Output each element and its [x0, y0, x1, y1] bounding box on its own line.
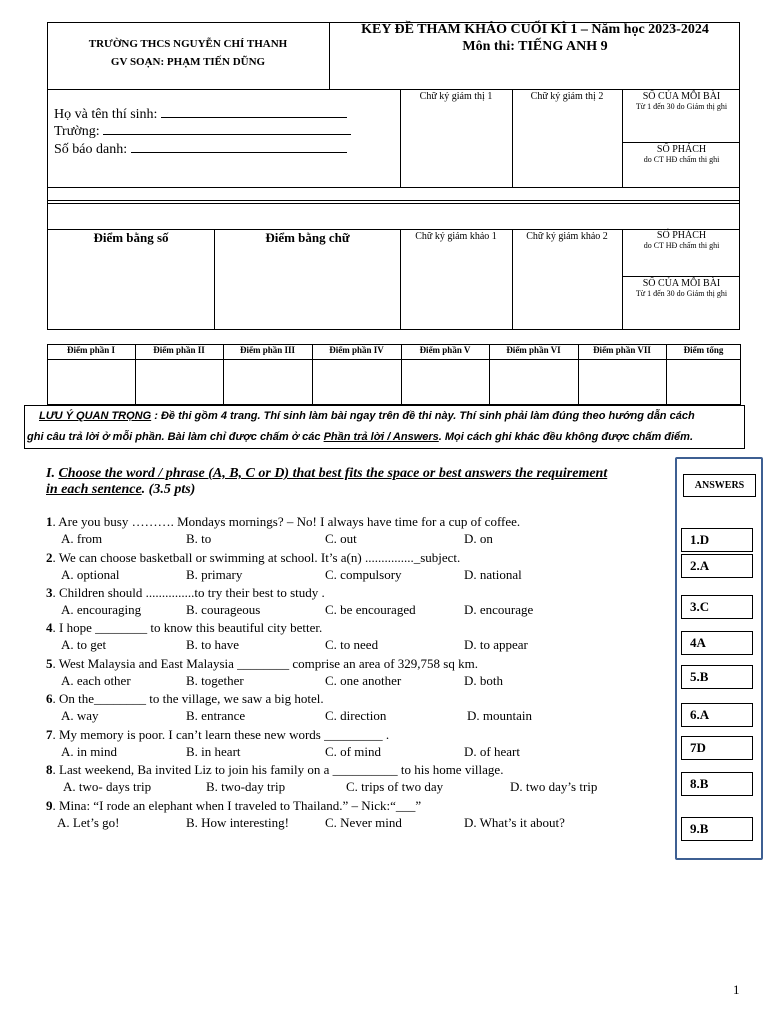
question-text: [46, 691, 324, 707]
answers-panel: [675, 457, 763, 860]
question-body: . Children should ...............to try their best to study .: [52, 585, 325, 600]
answer-option[interactable]: C. to need: [325, 637, 379, 652]
question-text: [46, 620, 322, 636]
question-body: . Are you busy ………. Mondays mornings? – No! I always have time for a cup of coffee.: [52, 514, 521, 529]
proctor-signature-1: Chữ ký giám thị 1: [419, 91, 493, 102]
question-number: 5: [46, 656, 53, 671]
answer-box[interactable]: 8.B: [681, 772, 753, 796]
answer-option[interactable]: C. be encouraged: [325, 602, 416, 617]
page-number: 1: [733, 982, 740, 997]
student-id-label: Số báo danh:: [54, 142, 128, 157]
school-field[interactable]: [54, 124, 351, 140]
proctor-signature-2: Chữ ký giám thị 2: [530, 91, 604, 102]
exam-subject: Môn thi: TIẾNG ANH 9: [462, 39, 608, 54]
paper-number-note-2: Từ 1 đến 30 do Giám thị ghi: [635, 289, 728, 298]
question-number: 2: [46, 550, 53, 565]
score-by-words-label: Điểm bằng chữ: [265, 230, 350, 245]
question-number: 4: [46, 620, 53, 635]
secret-number-title-2: SỐ PHÁCH: [656, 230, 707, 241]
answer-option[interactable]: D. What’s it about?: [464, 815, 565, 830]
paper-number-note: Từ 1 đến 30 do Giám thị ghi: [635, 102, 728, 111]
answer-option[interactable]: C. one another: [325, 673, 402, 688]
answer-option[interactable]: B. in heart: [186, 744, 241, 759]
question-number: 7: [46, 727, 53, 742]
answer-option[interactable]: D. on: [464, 531, 493, 546]
notice-text-2b: . Mọi cách ghi khác đều không được chấm điểm.: [438, 431, 694, 443]
part-score-header: Điểm phần V: [419, 345, 471, 355]
answer-option[interactable]: C. direction: [325, 708, 387, 723]
part-score-header: Điểm phần I: [66, 345, 115, 355]
answer-box[interactable]: 7D: [681, 736, 753, 760]
student-name-field[interactable]: [54, 107, 347, 123]
answer-box[interactable]: 1.D: [681, 528, 753, 552]
section-points: . (3.5 pts): [141, 482, 196, 497]
answer-box[interactable]: 2.A: [681, 554, 753, 578]
examiner-signature-1: Chữ ký giám khảo 1: [415, 231, 497, 242]
answer-option[interactable]: A. in mind: [61, 744, 117, 759]
answer-option[interactable]: D. of heart: [464, 744, 520, 759]
answer-option[interactable]: A. optional: [61, 567, 120, 582]
question-text: [46, 514, 520, 530]
answer-option[interactable]: D. national: [464, 567, 522, 582]
secret-number-note: do CT HĐ chấm thi ghi: [643, 155, 720, 164]
section-roman: I.: [46, 466, 55, 481]
answer-box[interactable]: 6.A: [681, 703, 753, 727]
answer-option[interactable]: B. How interesting!: [186, 815, 289, 830]
question-text: [46, 762, 503, 778]
student-id-field[interactable]: [54, 142, 347, 158]
notice-text-2a: ghi câu trả lời ở mỗi phần. Bài làm chỉ được chấm ở các: [27, 431, 324, 443]
answer-option[interactable]: C. Never mind: [325, 815, 402, 830]
answer-box[interactable]: 4A: [681, 631, 753, 655]
answer-option[interactable]: B. to have: [186, 637, 240, 652]
exam-title: KEY ĐỀ THAM KHẢO CUỐI KÌ 1 – Năm học 2023-2024: [361, 22, 709, 37]
answer-option[interactable]: C. of mind: [325, 744, 381, 759]
examiner-signature-2: Chữ ký giám khảo 2: [526, 231, 608, 242]
question-number: 9: [46, 798, 53, 813]
notice-link: Phần trả lời / Answers: [323, 431, 439, 443]
answer-option[interactable]: C. out: [325, 531, 357, 546]
part-score-header: Điểm tổng: [683, 345, 724, 355]
answer-option[interactable]: A. each other: [61, 673, 131, 688]
school-label: Trường:: [54, 124, 100, 139]
answer-option[interactable]: A. encouraging: [61, 602, 142, 617]
question-text: [46, 656, 478, 672]
section-1-instruction: [46, 466, 671, 498]
answers-title: ANSWERS: [683, 474, 756, 497]
question-body: . On the________ to the village, we saw a big hotel.: [52, 691, 324, 706]
question-body: . I hope ________ to know this beautiful city better.: [52, 620, 323, 635]
answer-option[interactable]: A. two- days trip: [63, 779, 152, 794]
answer-option[interactable]: A. Let’s go!: [57, 815, 120, 830]
answer-option[interactable]: B. two-day trip: [206, 779, 286, 794]
answer-option[interactable]: B. entrance: [186, 708, 246, 723]
paper-number-title: SỐ CỦA MỖI BÀI: [642, 91, 721, 102]
notice-text-1: : Đề thi gồm 4 trang. Thí sinh làm bài ngay trên đề thi này. Thí sinh phải làm đúng theo hướng dẫn cách: [151, 410, 695, 422]
question-text: [46, 585, 325, 601]
answer-option[interactable]: A. to get: [61, 637, 107, 652]
instruction-line-2: in each sentence: [46, 482, 142, 497]
question-number: 8: [46, 762, 53, 777]
answer-option[interactable]: B. primary: [186, 567, 243, 582]
answer-option[interactable]: B. to: [186, 531, 212, 546]
answer-option[interactable]: C. compulsory: [325, 567, 402, 582]
part-score-header: Điểm phần II: [153, 345, 205, 355]
score-by-number-label: Điểm bằng số: [93, 230, 169, 245]
part-score-header: Điểm phần VI: [506, 345, 561, 355]
notice-box: [24, 405, 745, 449]
answer-option[interactable]: D. encourage: [464, 602, 534, 617]
question-body: . Last weekend, Ba invited Liz to join his family on a __________ to his home village.: [52, 762, 504, 777]
question-body: . My memory is poor. I can’t learn these new words _________ .: [52, 727, 390, 742]
answer-option[interactable]: A. from: [61, 531, 103, 546]
answer-box[interactable]: 3.C: [681, 595, 753, 619]
notice-label: LƯU Ý QUAN TRỌNG: [39, 410, 152, 422]
answer-box[interactable]: 5.B: [681, 665, 753, 689]
answer-option[interactable]: B. together: [186, 673, 244, 688]
answer-option[interactable]: D. to appear: [464, 637, 528, 652]
secret-number-title: SỐ PHÁCH: [656, 144, 707, 155]
question-number: 6: [46, 691, 53, 706]
paper-number-title-2: SỐ CỦA MỖI BÀI: [642, 278, 721, 289]
question-body: . We can choose basketball or swimming at school. It’s a(n) ..............._subject.: [52, 550, 461, 565]
part-score-header: Điểm phần III: [239, 345, 295, 355]
question-number: 1: [46, 514, 53, 529]
instruction-line-1: Choose the word / phrase (A, B, C or D) that best fits the space or best answers the requirement: [58, 466, 608, 481]
secret-number-note-2: do CT HĐ chấm thi ghi: [643, 241, 720, 250]
question-body: . West Malaysia and East Malaysia ________ comprise an area of 329,758 sq km.: [52, 656, 478, 671]
question-text: [46, 550, 460, 566]
answer-option[interactable]: D. both: [464, 673, 503, 688]
question-text: [46, 798, 421, 814]
question-body: . Mina: “I rode an elephant when I traveled to Thailand.” – Nick:“___”: [52, 798, 422, 813]
school-name: TRƯỜNG THCS NGUYỄN CHÍ THANH: [88, 38, 288, 50]
question-text: [46, 727, 389, 743]
answer-option[interactable]: D. mountain: [467, 708, 532, 723]
answer-option[interactable]: A. way: [61, 708, 99, 723]
student-name-label: Họ và tên thí sinh:: [54, 107, 158, 122]
part-score-header: Điểm phần VII: [593, 345, 651, 355]
question-number: 3: [46, 585, 53, 600]
answer-option[interactable]: C. trips of two day: [346, 779, 444, 794]
teacher-name: GV SOẠN: PHẠM TIẾN DŨNG: [110, 56, 266, 68]
answer-option[interactable]: D. two day’s trip: [510, 779, 598, 794]
part-score-header: Điểm phần IV: [329, 345, 384, 355]
answer-box[interactable]: 9.B: [681, 817, 753, 841]
answer-option[interactable]: B. courageous: [186, 602, 261, 617]
